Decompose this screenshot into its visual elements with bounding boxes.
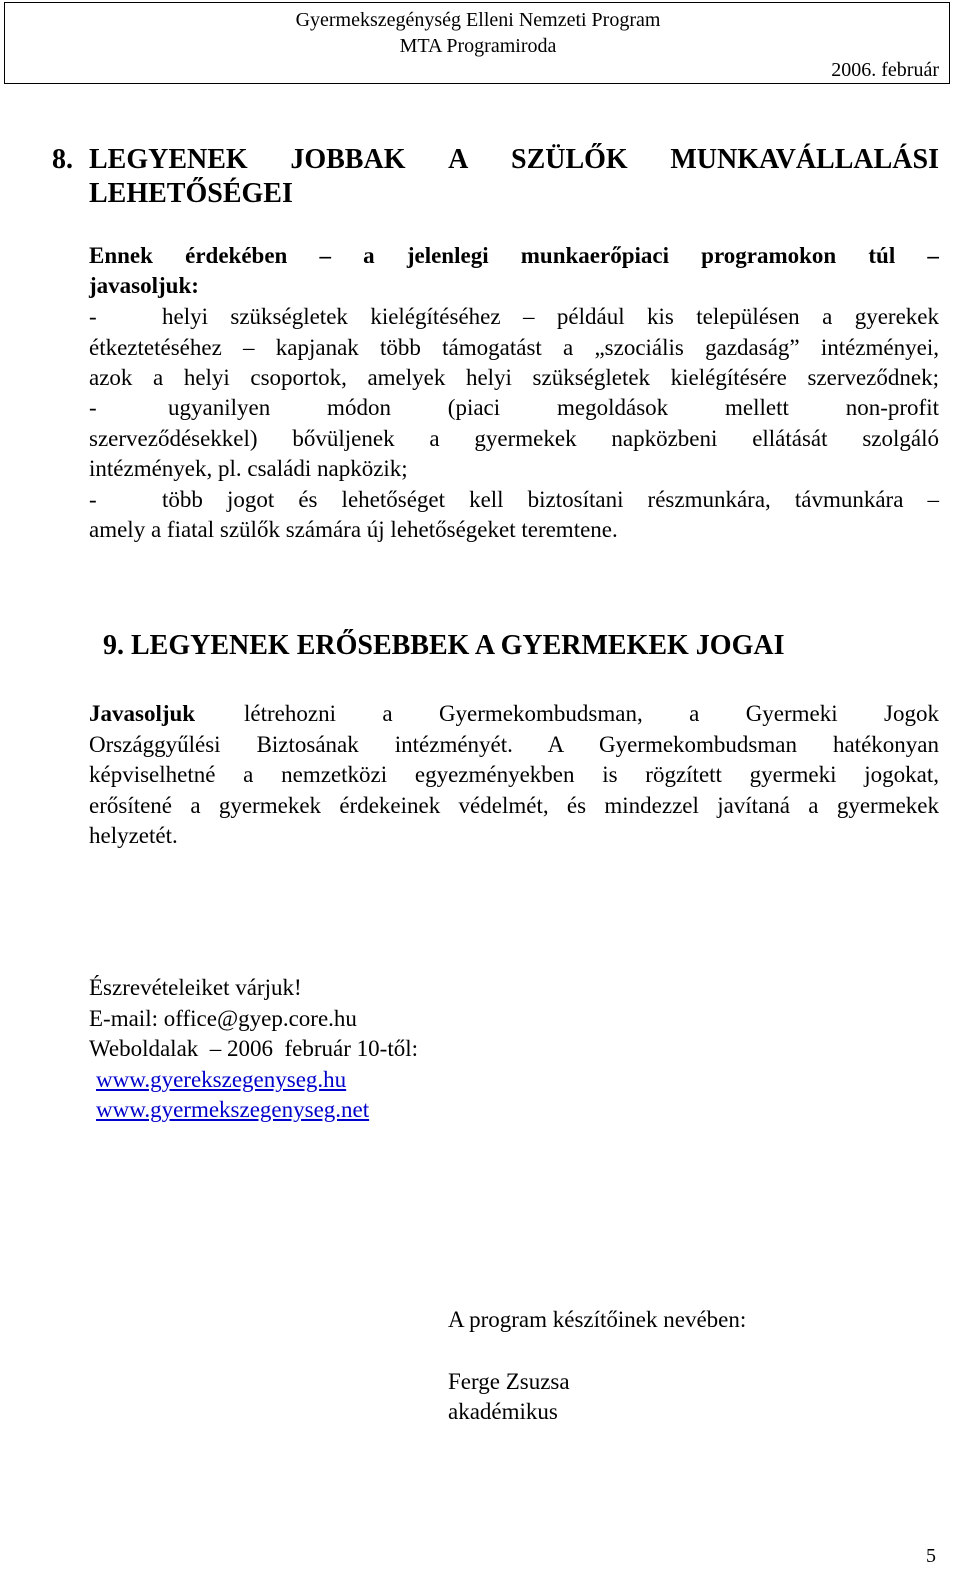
item3-line1: több jogot és lehetőséget kell biztosítani részmunkára, távmunkára – (162, 487, 939, 512)
intro-word: érdekében (185, 243, 288, 268)
header-date: 2006. február (831, 59, 939, 81)
intro-word: a (363, 243, 375, 268)
intro-word: – (319, 243, 331, 268)
section9-line2: Országgyűlési Biztosának intézményét. A Gyermekombudsman hatékonyan (89, 732, 939, 757)
title-word: LEGYENEK (89, 144, 248, 175)
header-office: MTA Programiroda (399, 35, 557, 57)
title-word: SZÜLŐK (511, 144, 628, 175)
title-word: JOBBAK (290, 144, 406, 175)
section9-line4: erősítené a gyermekek érdekeinek védelmét, és mindezzel javítaná a gyermekek (89, 793, 939, 818)
section9-line1-rest: létrehozni a Gyermekombudsman, a Gyermeki Jogok (244, 701, 939, 726)
signature-title: akadémikus (448, 1399, 558, 1424)
intro-word: programokon (701, 243, 837, 268)
section9-title: 9. LEGYENEK ERŐSEBBEK A GYERMEKEK JOGAI (103, 630, 785, 661)
item1-line1: helyi szükségletek kielégítéséhez – például kis településen a gyerekek (162, 304, 939, 329)
email-text: E-mail: office@gyep.core.hu (89, 1006, 357, 1031)
item1-line2: étkeztetéséhez – kapjanak több támogatást a „szociális gazdaság” intézményei, (89, 335, 939, 360)
item2-line1: ugyanilyen módon (piaci megoldások mellett non-profit (168, 395, 939, 420)
website-link-hu[interactable]: www.gyerekszegenyseg.hu (96, 1067, 347, 1092)
section9-line1 (89, 699, 939, 729)
page-number: 5 (926, 1545, 936, 1567)
page-header (4, 2, 950, 84)
intro-word: Ennek (89, 243, 153, 268)
signature-name: Ferge Zsuzsa (448, 1369, 570, 1394)
item2-line2: szerveződésekkel) bővüljenek a gyermekek napközbeni ellátását szolgáló (89, 426, 939, 451)
section9-line3: képviselhetné a nemzetközi egyezményekben is rögzített gyermeki jogokat, (89, 762, 939, 787)
bullet-dash: - (89, 395, 97, 420)
title-word: MUNKAVÁLLALÁSI (670, 144, 939, 175)
website-link-net[interactable]: www.gyermekszegenyseg.net (96, 1097, 370, 1122)
section8-title-line2: LEHETŐSÉGEI (89, 178, 293, 209)
section8-number: 8. (52, 144, 73, 175)
item3-line2: amely a fiatal szülők számára új lehetőségeket teremtene. (89, 517, 618, 542)
item2-line3: intézmények, pl. családi napközik; (89, 456, 408, 481)
feedback-text: Észrevételeiket várjuk! (89, 975, 302, 1000)
intro-word: túl (868, 243, 896, 268)
websites-text: Weboldalak – 2006 február 10-től: (89, 1036, 418, 1061)
header-program-name: Gyermekszegénység Elleni Nemzeti Program (295, 9, 661, 31)
bullet-dash: - (89, 487, 97, 512)
title-word: A (448, 144, 469, 175)
intro-word: munkaerőpiaci (520, 243, 669, 268)
section8-intro-line2: javasoljuk: (89, 273, 199, 298)
intro-word: – (927, 243, 939, 268)
bullet-dash: - (89, 304, 97, 329)
signature-on-behalf: A program készítőinek nevében: (448, 1307, 747, 1332)
section8-title (89, 143, 939, 177)
item1-line3: azok a helyi csoportok, amelyek helyi szükségletek kielégítésére szerveződnek; (89, 365, 939, 390)
section8-intro (89, 241, 939, 271)
section9-line5: helyzetét. (89, 823, 178, 848)
intro-word: jelenlegi (406, 243, 489, 268)
section9-lead: Javasoljuk (89, 701, 196, 726)
